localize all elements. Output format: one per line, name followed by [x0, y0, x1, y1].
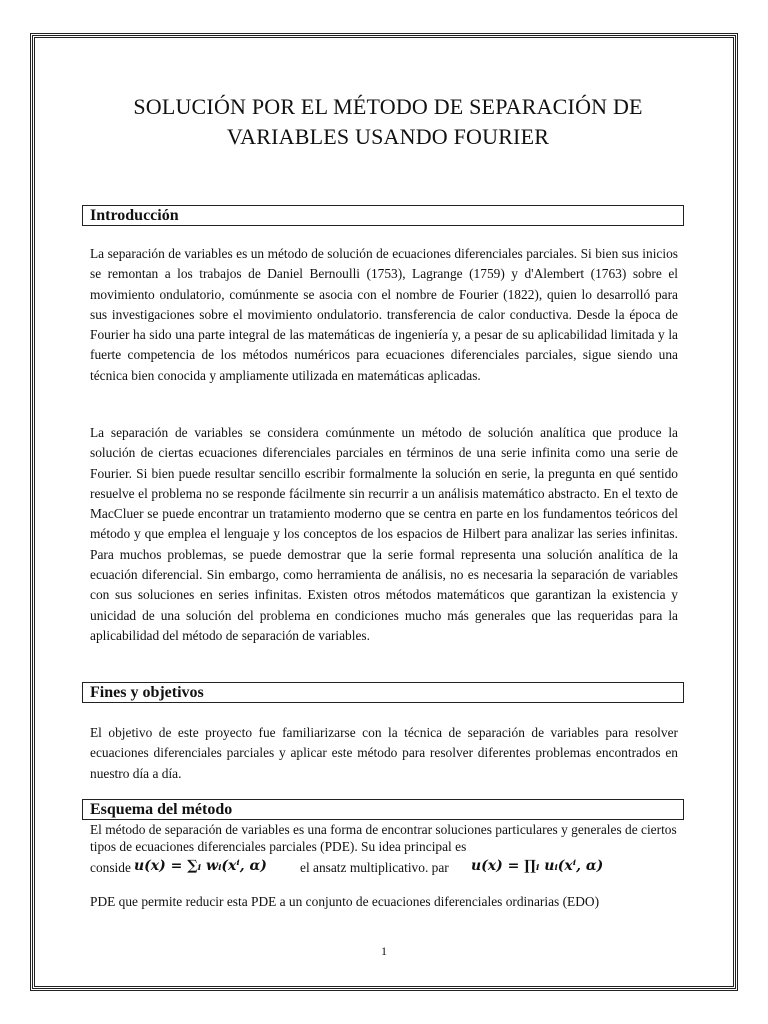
sum-formula: u(x) = ∑ᵢ wᵢ(xⁱ, α) [134, 858, 267, 874]
introduction-paragraph-1: La separación de variables es un método de solución de ecuaciones diferenciales parciales. Si bien sus inicios se remontan a los trabajos de Daniel Bernoulli (1753), Lagrange (1759) y d'Alembert (1763) sobre el movimiento ondulatorio, comúnmente se asocia con el nombre de Fourier (1822), quien lo desarrolló para sus investigaciones sobre el movimiento ondulatorio. transferencia de calor conductiva. Desde la época de Fourier ha sido una parte integral de las matemáticas de ingeniería y, a pesar de su aplicabilidad limitada y la fuerte competencia de los métodos numéricos para ecuaciones diferenciales parciales, sigue siendo una técnica bien conocida y ampliamente utilizada en matemáticas aplicadas. [90, 246, 678, 383]
goals-paragraph: El objetivo de este proyecto fue familiarizarse con la técnica de separación de variables para resolver ecuaciones diferenciales parciales y aplicar este método para resolver diferentes problemas encontrados en nuestro día a día. [90, 725, 678, 781]
introduction-paragraph-2: La separación de variables se considera comúnmente un método de solución analítica que produce la solución de ciertas ecuaciones diferenciales parciales en términos de una serie infinita como una serie de Fourier. Si bien puede resultar sencillo escribir formalmente la solución en serie, la pregunta en qué sentido resuelve el problema no se responde fácilmente sin recurrir a un análisis matemático abstracto. En el texto de MacCluer se puede encontrar un tratamiento moderno que se centra en parte en los fundamentos teóricos del método y que emplea el lenguaje y los conceptos de los espacios de Hilbert para analizar las series infinitas. Para muchos problemas, se puede demostrar que la serie formal representa una solución analítica de la ecuación diferencial. Sin embargo, como herramienta de análisis, no es necesaria la separación de variables con sus soluciones en series infinitas. Existen otros métodos matemáticos que garantizan la existencia y unicidad de una solución del problema en condiciones mucho más generales que las requeridas para la aplicabilidad del método de separación de variables. [90, 425, 678, 643]
formula-line [90, 858, 690, 888]
page-number: 1 [381, 944, 387, 958]
method-scheme-closing-text: PDE que permite reducir esta PDE a un conjunto de ecuaciones diferenciales ordinarias (EDO) [90, 894, 600, 909]
title-line-2: VARIABLES USANDO FOURIER [226, 124, 550, 149]
formula-middle-text: el ansatz multiplicativo. par [300, 860, 449, 875]
title-line-1: SOLUCIÓN POR EL MÉTODO DE SEPARACIÓN DE [133, 94, 643, 119]
document-title [100, 92, 676, 152]
section-heading-goals: Fines y objetivos [82, 682, 684, 703]
section-heading-introduction: Introducción [82, 205, 684, 226]
method-scheme-paragraph: El método de separación de variables es una forma de encontrar soluciones particulares y generales de ciertos tipos de ecuaciones diferenciales parciales (PDE). Su idea principal es [90, 822, 677, 854]
product-formula: u(x) = ∏ᵢ uᵢ(xⁱ, α) [471, 858, 604, 874]
section-heading-method-scheme: Esquema del método [82, 799, 684, 820]
formula-prefix-text: conside [90, 860, 131, 875]
